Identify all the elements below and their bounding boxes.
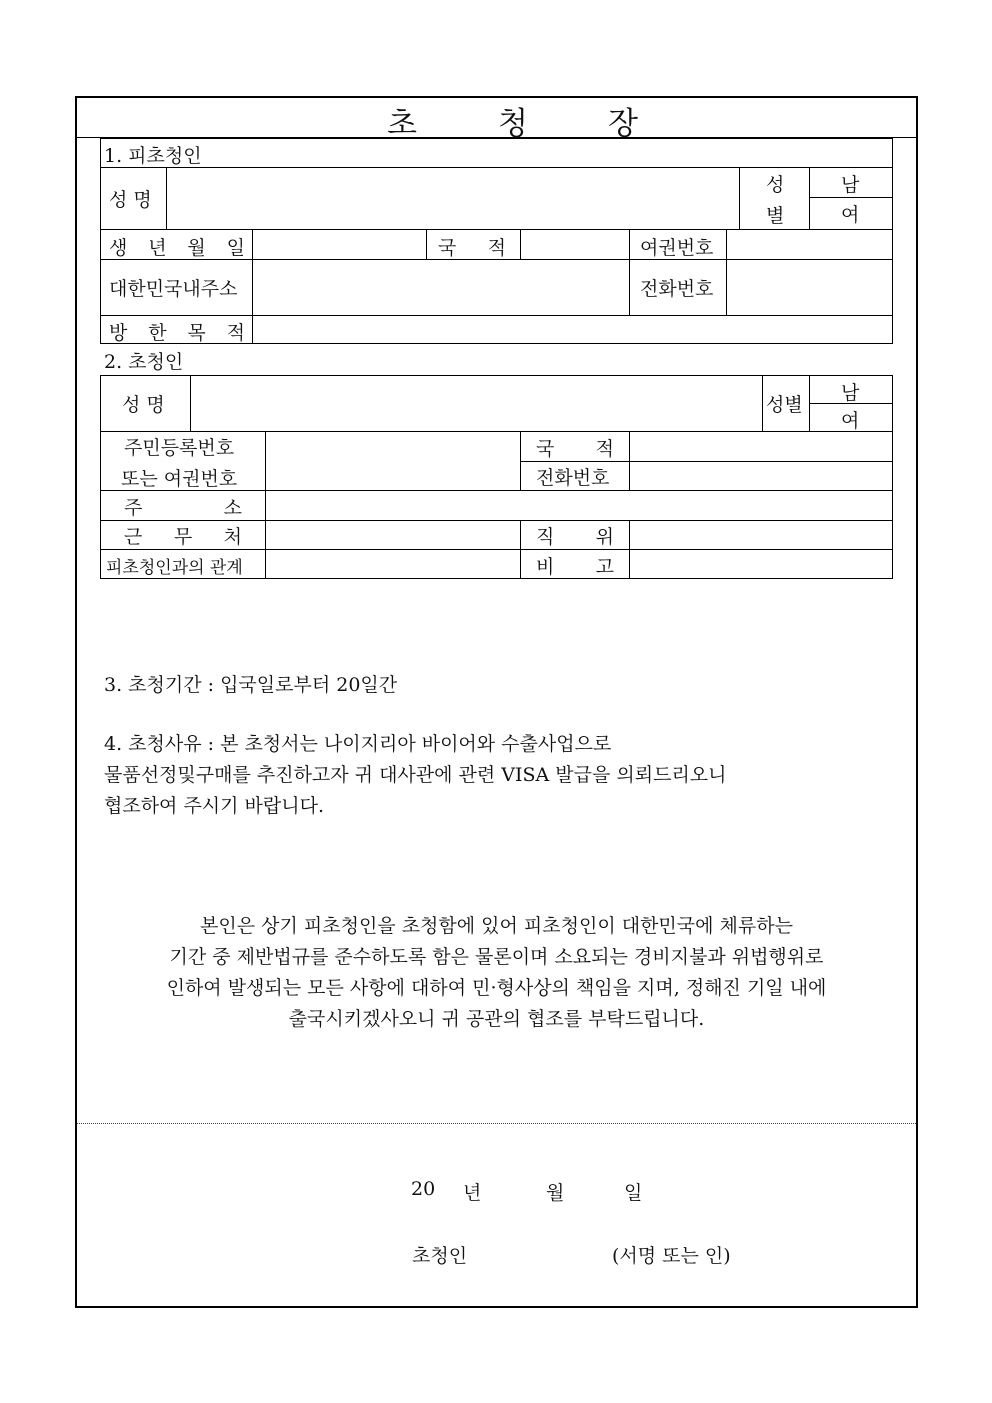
invitee-purpose-label: 방 한 목 적: [109, 322, 245, 344]
invitee-sex-label-bottom: 별: [766, 205, 785, 227]
invitee-nationality-label: 국 적: [438, 237, 506, 259]
inviter-workplace-label: 근 무 처: [124, 526, 242, 548]
inviter-phone-label: 전화번호: [536, 467, 610, 489]
inviter-heading: 2. 초청인: [104, 351, 184, 373]
reason-line-1: 4. 초청사유 : 본 초청서는 나이지리아 바이어와 수출사업으로: [104, 733, 612, 755]
invitee-name-field[interactable]: [167, 168, 739, 229]
reason-line-2: 물품선정및구매를 추진하고자 귀 대사관에 관련 VISA 발급을 의뢰드리오니: [104, 764, 727, 786]
invitee-name-label: 성 명: [109, 189, 152, 211]
title-char-1: 초: [387, 106, 417, 142]
pledge-line-3: 인하여 발생되는 모든 사항에 대하여 민·형사상의 책임을 지며, 정해진 기일 내에: [166, 977, 827, 999]
title-char-2: 청: [498, 106, 528, 142]
inviter-id-label-line2: 또는 여권번호: [121, 468, 238, 490]
date-month-unit: 월: [546, 1182, 565, 1204]
inviter-name-label: 성 명: [122, 394, 165, 416]
inviter-address-field[interactable]: [266, 491, 893, 520]
inviter-phone-field[interactable]: [630, 462, 893, 490]
date-year-unit: 년: [463, 1182, 482, 1204]
inviter-nationality-field[interactable]: [630, 432, 893, 461]
invitee-passport-field[interactable]: [727, 230, 893, 259]
invitee-address-label: 대한민국내주소: [109, 278, 238, 300]
inviter-female-option[interactable]: 여: [841, 410, 860, 432]
invitee-male-option[interactable]: 남: [841, 174, 860, 196]
inviter-remarks-label: 비 고: [536, 556, 614, 578]
inviter-workplace-field[interactable]: [266, 521, 520, 549]
invitee-phone-label: 전화번호: [640, 278, 714, 300]
invitee-birth-label: 생 년 월 일: [109, 237, 245, 259]
inviter-relation-label: 피초청인과의 관계: [106, 558, 243, 578]
inviter-sex-label: 성별: [766, 394, 803, 416]
invitee-heading: 1. 피초청인: [104, 145, 202, 167]
invitee-birth-field[interactable]: [253, 230, 426, 259]
signature-label: 초청인: [412, 1245, 468, 1267]
invitee-passport-label: 여권번호: [640, 237, 714, 259]
inviter-address-label: 주 소: [124, 497, 242, 519]
invitee-female-option[interactable]: 여: [841, 204, 860, 226]
inviter-id-label-line1: 주민등록번호: [124, 437, 235, 459]
pledge-line-4: 출국시키겠사오니 귀 공관의 협조를 부탁드립니다.: [288, 1008, 705, 1030]
date-year-prefix: 20: [411, 1178, 436, 1200]
inviter-name-field[interactable]: [191, 376, 762, 431]
divider-dotted: [77, 1123, 916, 1124]
invitee-sex-label-top: 성: [766, 174, 785, 196]
pledge-line-2: 기간 중 제반법규를 준수하도록 함은 물론이며 소요되는 경비지불과 위법행위로: [169, 946, 824, 968]
inviter-id-field[interactable]: [266, 432, 520, 490]
invitation-period: 3. 초청기간 : 입국일로부터 20일간: [104, 674, 398, 696]
invitee-address-field[interactable]: [253, 260, 629, 315]
inviter-male-option[interactable]: 남: [841, 382, 860, 404]
reason-line-3: 협조하여 주시기 바랍니다.: [104, 795, 325, 817]
date-day-unit: 일: [624, 1182, 643, 1204]
invitee-nationality-field[interactable]: [521, 230, 629, 259]
invitee-purpose-field[interactable]: [253, 316, 893, 344]
inviter-nationality-label: 국 적: [536, 438, 614, 460]
inviter-remarks-field[interactable]: [630, 550, 893, 579]
inviter-position-label: 직 위: [536, 526, 614, 548]
inviter-position-field[interactable]: [630, 521, 893, 549]
title-char-3: 장: [608, 106, 638, 142]
signature-note: (서명 또는 인): [612, 1245, 731, 1267]
invitee-phone-field[interactable]: [727, 260, 893, 315]
signature-field[interactable]: [480, 1238, 605, 1266]
document-title: [75, 96, 918, 142]
inviter-relation-field[interactable]: [266, 550, 520, 579]
pledge-line-1: 본인은 상기 피초청인을 초청함에 있어 피초청인이 대한민국에 체류하는: [200, 915, 793, 937]
